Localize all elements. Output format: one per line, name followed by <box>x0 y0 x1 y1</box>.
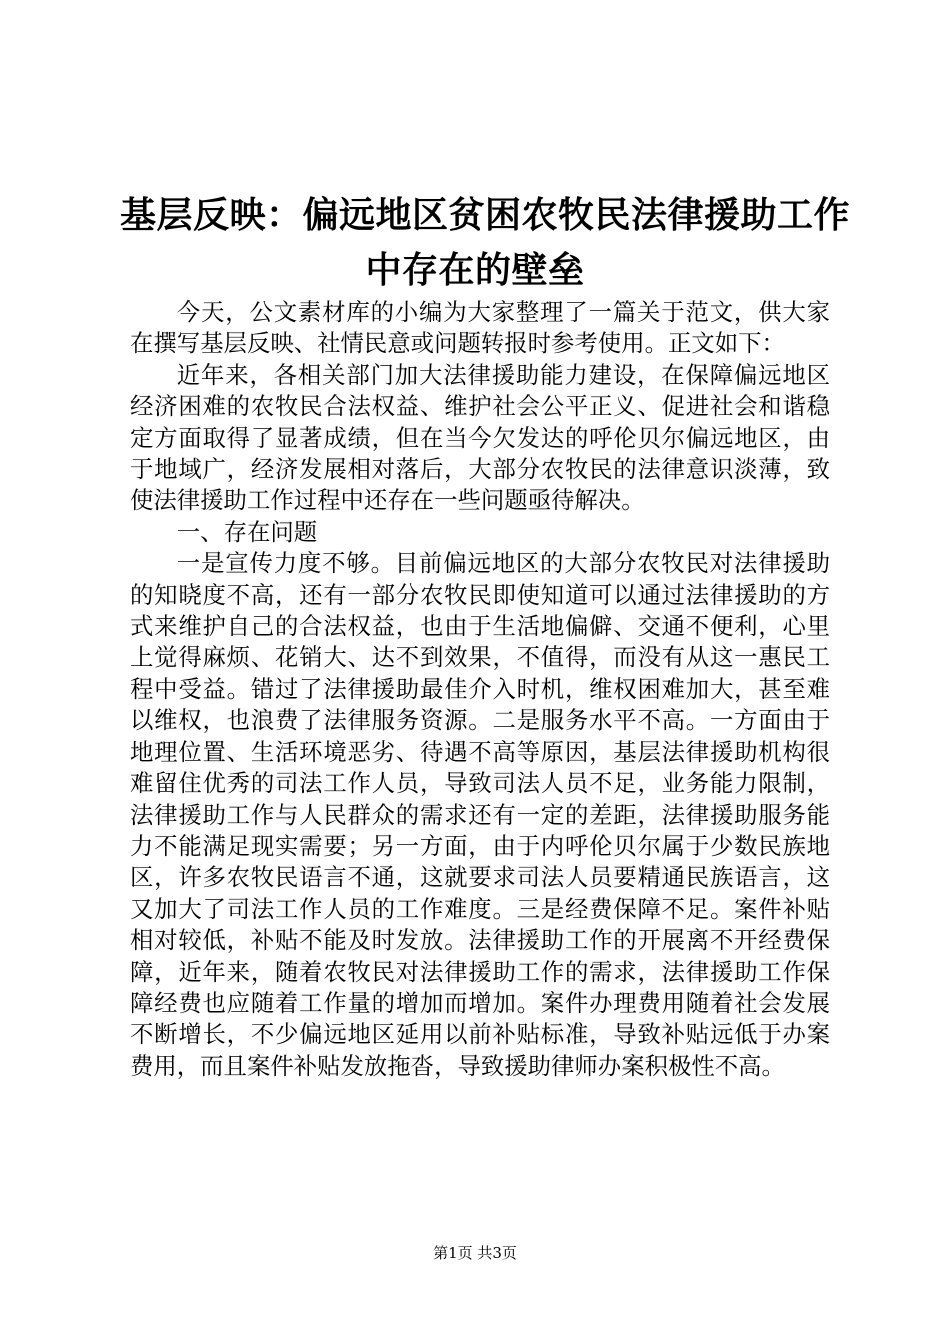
section-heading: 一、存在问题 <box>176 517 318 546</box>
background-paragraph: 近年来，各相关部门加大法律援助能力建设，在保障偏远地区经济困难的农牧民合法权益、维护社会公平正义、促进社会和谐稳定方面取得了显著成绩，但在当今欠发达的呼伦贝尔偏远地区，由于地域广，经济发展相对落后，大部分农牧民的法律意识淡薄，致使法律援助工作过程中还存在一些问题亟待解决。 <box>130 360 830 515</box>
problems-paragraph: 一是宣传力度不够。目前偏远地区的大部分农牧民对法律援助的知晓度不高，还有一部分农牧民即使知道可以通过法律援助的方式来维护自己的合法权益，也由于生活地偏僻、交通不便利，心里上觉得麻烦、花销大、达不到效果，不值得，而没有从这一惠民工程中受益。错过了法律援助最佳介入时机，维权困难加大，甚至难以维权，也浪费了法律服务资源。二是服务水平不高。一方面由于地理位置、生活环境恶劣、待遇不高等原因，基层法律援助机构很难留住优秀的司法工作人员，导致司法人员不足，业务能力限制，法律援助工作与人民群众的需求还有一定的差距，法律援助服务能力不能满足现实需要；另一方面，由于内呼伦贝尔属于少数民族地区，许多农牧民语言不通，这就要求司法人员要精通民族语言，这又加大了司法工作人员的工作难度。三是经费保障不足。案件补贴相对较低，补贴不能及时发放。法律援助工作的开展离不开经费保障，近年来，随着农牧民对法律援助工作的需求，法律援助工作保障经费也应随着工作量的增加而增加。案件办理费用随着社会发展不断增长，不少偏远地区延用以前补贴标准，导致补贴远低于办案费用，而且案件补贴发放拖沓，导致援助律师办案积极性不高。 <box>130 549 830 1080</box>
document-body <box>130 297 830 1082</box>
intro-paragraph: 今天，公文素材库的小编为大家整理了一篇关于范文，供大家在撰写基层反映、社情民意或问题转报时参考使用。正文如下： <box>130 298 830 358</box>
document-title-line-2: 中存在的壁垒 <box>365 249 585 291</box>
page-footer: 第1页 共3页 <box>433 1244 517 1262</box>
document-title-line-1: 基层反映：偏远地区贫困农牧民法律援助工作 <box>120 194 851 236</box>
